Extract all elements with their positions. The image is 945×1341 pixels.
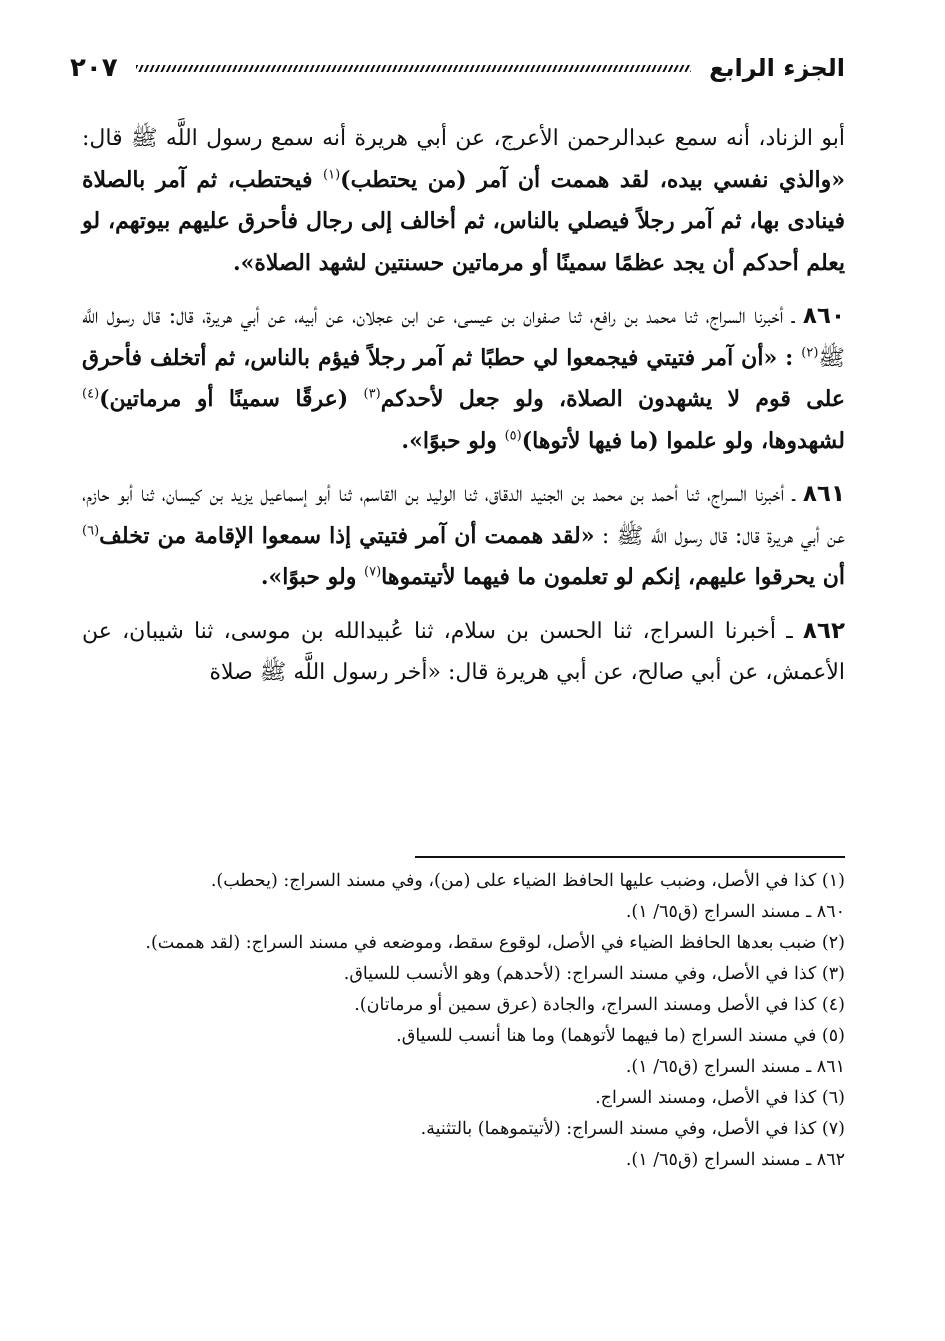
hadith-text: ولو حبوًا». (260, 564, 365, 590)
footnote-marker: (١) (323, 167, 341, 183)
paragraph-861 (82, 474, 845, 599)
hadith-text: (عرقًا سمينًا أو مرماتين) (99, 386, 364, 412)
footnotes (92, 866, 845, 1176)
isnad-text: ـ أخبرنا السراج، ثنا محمد بن رافع، ثنا صفوان بن عيسى، عن ابن عجلان، عن أبيه، عن أبي هريرة، قال: قال رسول اللَّه ﷺ (82, 304, 845, 371)
source-reference: ٨٦١ ـ مسند السراج (ق٦٥/ ١). (625, 1057, 845, 1077)
hadith-text: : «أن آمر فتيتي فيجمعوا لي حطبًا ثم آمر رجلاً فيؤم بالناس، ثم أتخلف فأحرق على قوم لا يشهدون الصلاة، ولو جعل لأحدكم (82, 344, 846, 412)
hadith-text: ولو حبوًا». (401, 427, 505, 454)
footnote: (٧) كذا في الأصل، وفي مسند السراج: (لأتيتموهما) بالتثنية. (420, 1119, 845, 1139)
hadith-text: فيحتطب، ثم آمر بالصلاة فينادى بها، ثم آمر رجلاً فيصلي بالناس، ثم أخالف إلى رجال فأحرق عليهم بيوتهم، لو يعلم أحدكم أن يجد عظمًا سمينًا أو مرماتين حسنتين لشهد الصلاة». (82, 166, 845, 276)
hadith-text: «والذي نفسي بيده، لقد هممت أن آمر (من يحتطب) (340, 166, 845, 193)
footnote-marker: (٢) (801, 345, 819, 361)
footnote: (٥) في مسند السراج (ما فيهما لأتوهما) وما هنا أنسب للسياق. (396, 1026, 845, 1046)
hadith-number: ٨٦٠ (802, 303, 845, 329)
footnote: (١) كذا في الأصل، وضبب عليها الحافظ الضياء على (من)، وفي مسند السراج: (يحطب). (210, 871, 845, 891)
footnote-marker: (٤) (82, 386, 100, 402)
isnad-text: ـ أخبرنا السراج، ثنا أحمد بن محمد بن الجنيد الدقاق، ثنا الوليد بن القاسم، ثنا أبو إسماعيل يزيد بن كيسان، ثنا أبو حازم، عن أبي هريرة قال: قال رسول اللَّه ﷺ : (82, 482, 845, 549)
paragraph-plain-text: أبو الزناد، أنه سمع عبدالرحمن الأعرج، عن أبي هريرة أنه سمع رسول اللَّه ﷺ قال: (82, 126, 845, 151)
source-reference: ٨٦٢ ـ مسند السراج (ق٦٥/ ١). (625, 1150, 845, 1170)
running-title: الجزء الرابع (709, 54, 845, 82)
footnote: (٦) كذا في الأصل، ومسند السراج. (595, 1088, 845, 1108)
footnote: (٢) ضبب بعدها الحافظ الضياء في الأصل، لوقوع سقط، وموضعه في مسند السراج: (لقد هممت). (145, 933, 845, 953)
footnote-marker: (٣) (363, 386, 381, 402)
footnote-marker: (٦) (82, 523, 100, 539)
source-reference: ٨٦٠ ـ مسند السراج (ق٦٥/ ١). (625, 902, 845, 922)
footnote-marker: (٧) (364, 564, 382, 580)
hadith-text: أن يحرقوا عليهم، إنكم لو تعلمون ما فيهما لأتيتموها (381, 564, 845, 590)
footnote-separator (415, 856, 845, 858)
header-hatched-rule (136, 65, 692, 72)
footnote: (٤) كذا في الأصل ومسند السراج، والجادة (عرق سمين أو مرماتان). (354, 995, 845, 1015)
paragraph-continuation (82, 118, 845, 284)
hadith-number: ٨٦٢ (802, 617, 845, 644)
paragraph-862 (82, 611, 845, 694)
page-number: ٢٠٧ (70, 53, 118, 83)
isnad-text: ـ أخبرنا السراج، ثنا الحسن بن سلام، ثنا عُبيدالله بن موسى، ثنا شيبان، عن الأعمش، عن أبي صالح، عن أبي هريرة قال: «أخر رسول اللَّه ﷺ صلاة (82, 618, 845, 685)
paragraph-860 (82, 296, 845, 462)
footnote-marker: (٥) (504, 428, 522, 444)
hadith-text: «لقد هممت أن آمر فتيتي إذا سمعوا الإقامة من تخلف (99, 522, 595, 549)
main-text (82, 118, 845, 706)
hadith-number: ٨٦١ (802, 481, 845, 507)
footnote: (٣) كذا في الأصل، وفي مسند السراج: (لأحدهم) وهو الأنسب للسياق. (343, 964, 845, 984)
page-header (70, 48, 845, 88)
hadith-text: لشهدوها، ولو علموا (ما فيها لأتوها) (521, 427, 845, 454)
